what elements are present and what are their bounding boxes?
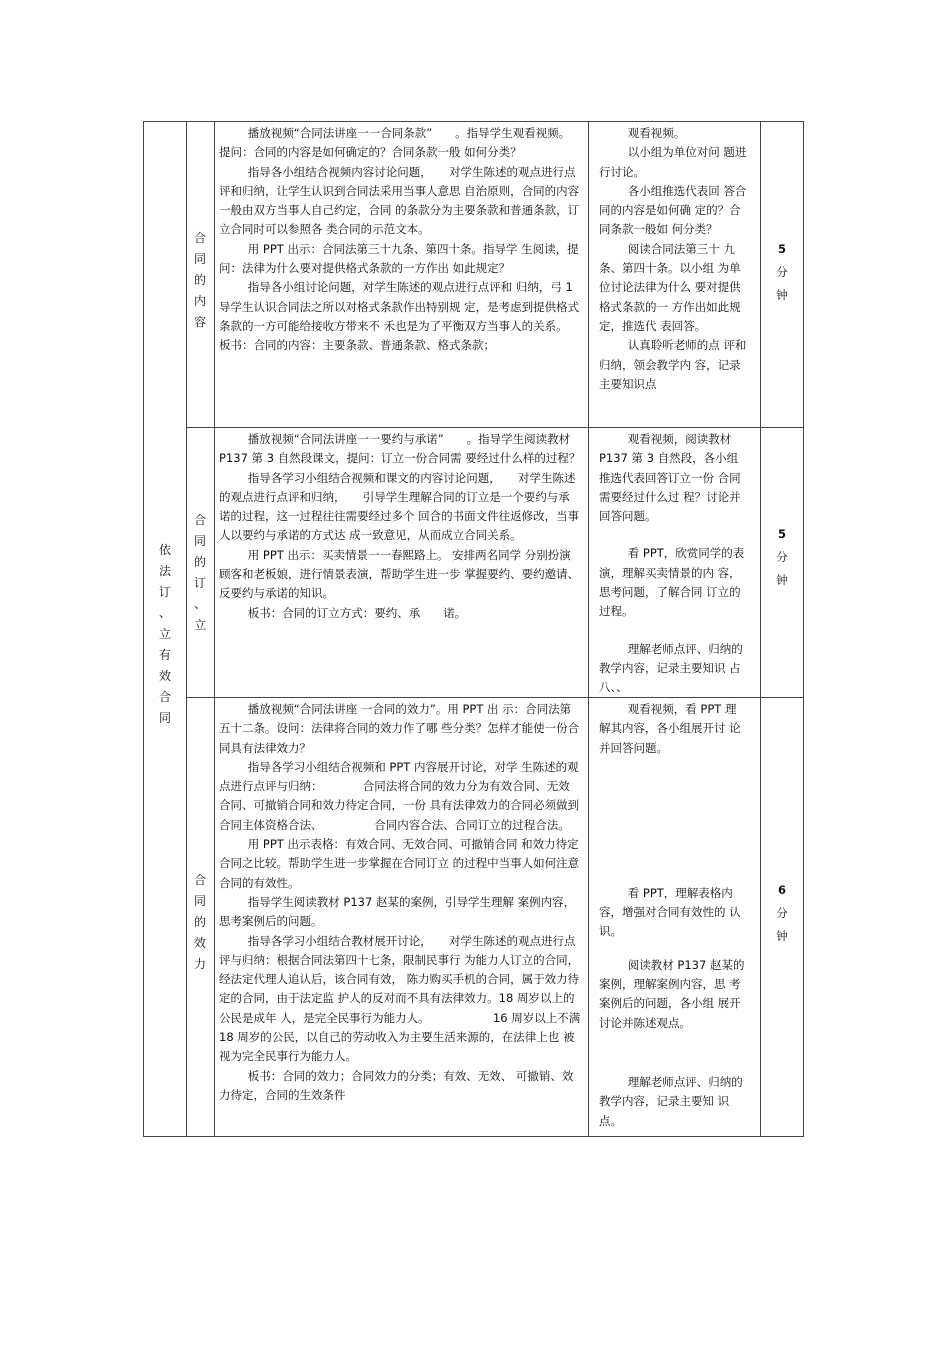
student-paragraph: 观看视频，看 PPT 理 解其内容，各小组展开讨 论并回答问题。 [599,702,741,755]
time-allotment: 6 分 钟 [776,883,788,943]
topic-contract-content: 合 同 的 内 容 [193,231,206,329]
teacher-paragraph: 用 PPT 出示表格：有效合同、无效合同、可撤销合同 和效力待定合同之比较。帮助学生进一步掌握在合同订立 的过程中当事人如何注意合同的有效性。 [219,837,580,890]
teacher-paragraph: 板书：合同的订立方式：要约、承 诺。 [247,605,467,620]
student-activity-cell [599,430,751,698]
teacher-paragraph: 指导学生阅读教材 P137 赵某的案例，引导学生理解 案例内容，思考案例后的问题。 [219,894,576,929]
teacher-activity-cell [219,430,581,623]
teacher-paragraph: 指导各学习小组结合视频和 PPT 内容展开讨论，对学 生陈述的观点进行点评与归纳： 合同法将合同的效力分为有效合同、无效合同、可撤销合同和效力待定合同，一份 具有法律效力的合同必须做到合同主体资格合法、 合同内容合法、合同订立的过程合法。 [219,759,580,832]
table-border-teacher [588,121,589,1137]
teacher-paragraph: 播放视频“合同法讲座一一要约与承诺” 。指导学生阅读教材 P137 第 3 自然段课文，提问：订立一份合同需 要经过什么样的过程？ [219,432,581,466]
teacher-paragraph: 板书：合同的效力；合同效力的分类；有效、无效、 可撤销、效力待定，合同的生效条件 [219,1068,574,1102]
student-activity-cell [599,700,751,1131]
table-border-right [803,121,804,1137]
teacher-paragraph: 播放视频“合同法讲座一一合同条款” 。指导学生观看视频。提问：合同的内容是如何确定的？合同条款一般 如何分类？ [219,126,571,160]
student-paragraph: 观看视频，阅读教材 P137 第 3 自然段，各小组 推选代表回答订立一份 合同需要经过什么过 程？讨论并回答问题。 [599,432,741,524]
teacher-paragraph: 板书：合同的内容：主要条款、普通条款、格式条款； [219,338,495,353]
teacher-paragraph: 指导各学习小组结合教材展开讨论， 对学生陈述的观点进行点评与归纳：根据合同法第四十七条，限制民事行 为能力人订立的合同，经法定代理人追认后，该合同有效， 陈力购买手机的合同，属于效力待定的合同，由于法定监 护人的反对而不具有法律效力。18 周岁以上的公民是成年 人，是完全民事行为能力人。 16 周岁以上不满 18 周岁的公民，以自己的劳动收入为主要生活来源的，在法律上也 被视为完全民事行为能力人。 [219,933,581,1064]
time-allotment: 5 分 钟 [776,242,788,302]
student-paragraph: 观看视频。 [627,126,686,140]
row-divider-1 [186,427,804,428]
table-border-top [143,121,804,122]
student-paragraph: 看 PPT，欣赏同学的表 演，理解买卖情景的内 容，思考问题，了解合同 订立的过程。 [599,546,745,619]
student-paragraph: 各小组推选代表回 答合同的内容是如何确 定的？合同条款一般如 何分类？ [599,183,747,237]
student-paragraph: 理解老师点评、归纳的教学内容，记录主要知 识点。 [599,1074,743,1128]
teacher-paragraph: 用 PPT 出示：买卖情景一一春熙路上。 安排两名同学 分别扮演顾客和老板娘，进行情景表演，帮助学生进一步 掌握要约、要约邀请、反要约与承诺的知识。 [219,547,580,601]
teacher-activity-cell [219,124,581,356]
teacher-paragraph: 用 PPT 出示：合同法第三十九条、第四十条。指导学 生阅读，提问：法律为什么要对提供格式条款的一方作出 如此规定？ [219,241,579,276]
unit-label: 依 法 订 、 立 有 效 合 同 [158,543,171,725]
student-paragraph: 阅读教材 P137 赵某的 案例，理解案例内容，思 考案例后的问题，各小组 展开讨论并陈述观点。 [599,957,745,1030]
table-border-left [143,121,144,1137]
teacher-paragraph: 指导各小组讨论问题，对学生陈述的观点进行点评和 归纳，弓 1 导学生认识合同法之所以对格式条款作出特别规 定，是考虑到提供格式条款的一方可能给接收方带来不 禾也是为了平衡双方当事人的关系。 [219,280,580,333]
topic-contract-validity: 合 同 的 效 力 [193,873,206,971]
student-paragraph: 以小组为单位对问 题进行讨论。 [599,145,747,179]
teacher-paragraph: 指导各小组结合视频内容讨论问题， 对学生陈述的观点进行点评和归纳，让学生认识到合同法采用当事人意思 自治原则，合同的内容一般由双方当事人自己约定，合同 的条款分为主要条款和普通条款，订立合同时可以参照各 类合同的示范文本。 [219,164,580,237]
student-paragraph: 阅读合同法第三十 九条、第四十条。以小组 为单位讨论法律为什么 要对提供格式条款的一 方作出如此规定，推选代 表回答。 [599,241,741,333]
table-border-topic [214,121,215,1137]
table-border-unit [186,121,187,1137]
teacher-paragraph: 播放视频“合同法讲座 一合同的效力”。用 PPT 出 示：合同法第五十二条。设问：法律将合同的效力作了哪 些分类？怎样才能使一份合同具有法律效力？ [219,702,580,755]
topic-contract-formation: 合 同 的 订 、 立 [193,513,206,632]
table-border-bottom [143,1136,804,1137]
teacher-activity-cell [219,700,581,1134]
table-border-student [760,121,761,1137]
time-allotment: 5 分 钟 [776,527,788,587]
student-activity-cell [599,124,751,394]
student-paragraph: 看 PPT，理解表格内 容，增强对合同有效性的 认识。 [599,885,741,939]
student-paragraph: 理解老师点评、归纳的 教学内容，记录主要知识 占八、、 [599,641,743,695]
teacher-paragraph: 指导各学习小组结合视频和课文的内容讨论问题， 对学生陈述的观点进行点评和归纳， 引导学生理解合同的订立是一个要约与承诺的过程，这一过程往往需要经过多个 回合的书面文件往返修改，当事人以要约与承诺的方式达 成一致意见，从而成立合同关系。 [219,470,580,543]
student-paragraph: 认真聆听老师的点 评和归纳，领会教学内 容，记录主要知识点 [599,338,747,391]
